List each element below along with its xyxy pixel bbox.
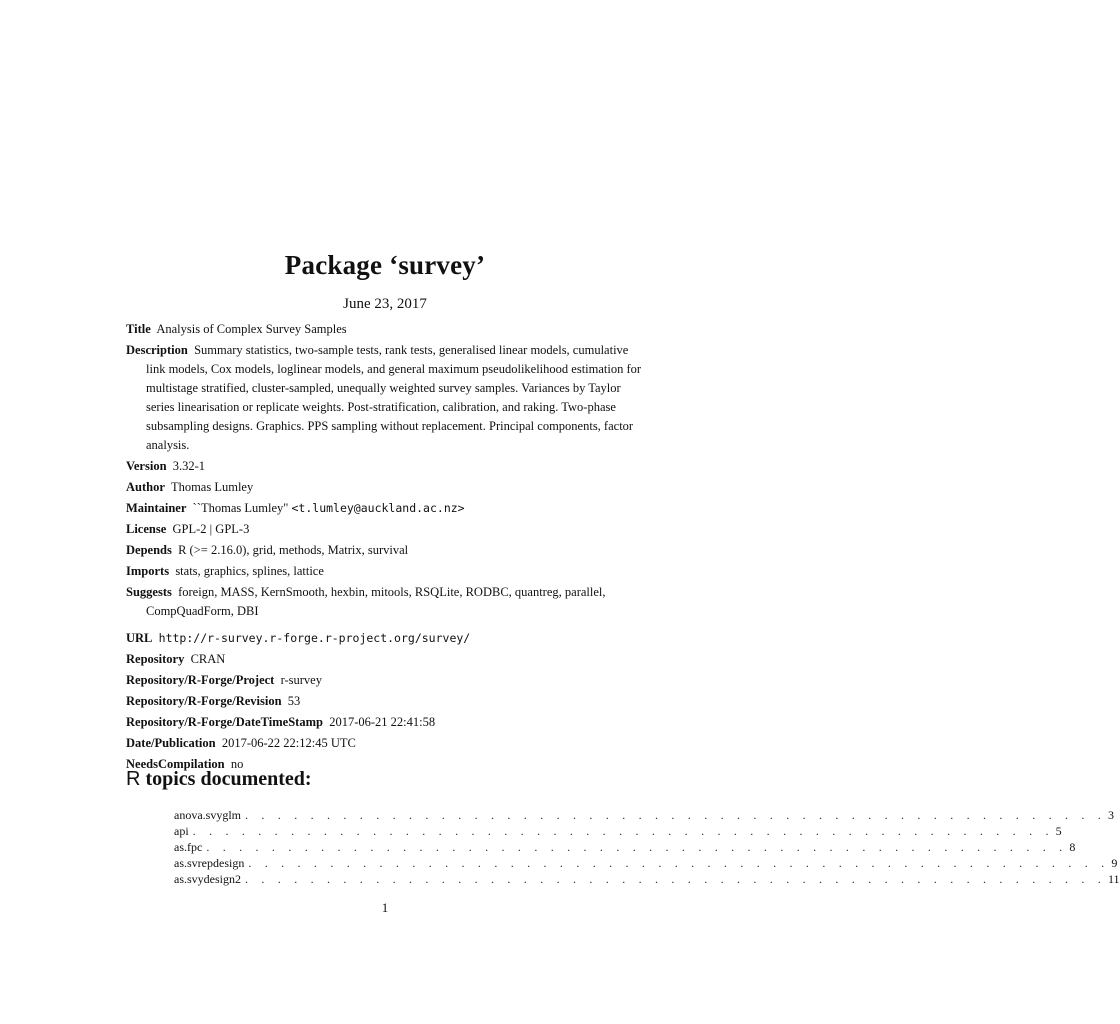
maintainer-email: <t.lumley@auckland.ac.nz> [291, 501, 465, 515]
field-version [126, 457, 644, 476]
field-value: foreign, MASS, KernSmooth, hexbin, mitools, RSQLite, RODBC, quantreg, parallel, CompQuadForm, DBI [146, 585, 606, 618]
field-label: Repository/R-Forge/Project [126, 673, 275, 687]
field-label: Imports [126, 564, 170, 578]
field-label: Repository/R-Forge/DateTimeStamp [126, 715, 323, 729]
field-value: 2017-06-21 22:41:58 [329, 715, 436, 729]
toc-entry-name[interactable]: api [174, 824, 189, 838]
field-label: Version [126, 459, 167, 473]
field-value: Summary statistics, two-sample tests, rank tests, generalised linear models, cumulative link models, Cox models, loglinear models, and general maximum pseudolikelihood estimation for multistage stratified, cluster-sampled, unequally weighted survey samples. Variances by Taylor series linearisation or replicate weights. Post-stratification, calibration, and raking. Two-phase subsampling designs. Graphics. PPS sampling without replacement. Principal components, factor analysis. [146, 343, 642, 452]
toc-entry-page[interactable]: 5 [1055, 824, 1062, 838]
field-description [126, 341, 644, 455]
toc-entry[interactable] [174, 839, 1076, 855]
field-rforge-datetime [126, 713, 644, 732]
field-label: URL [126, 631, 153, 645]
package-date: June 23, 2017 [343, 296, 427, 312]
field-value: 2017-06-22 22:12:45 UTC [221, 736, 356, 750]
toc-entry-page[interactable]: 11 [1108, 872, 1120, 886]
toc-entry[interactable] [174, 823, 1062, 839]
toc-entry-page[interactable]: 9 [1111, 856, 1118, 870]
field-value: stats, graphics, splines, lattice [175, 564, 324, 578]
toc-entry-name[interactable]: as.svydesign2 [174, 872, 241, 886]
table-of-contents [174, 807, 1120, 887]
toc-entry[interactable] [174, 855, 1118, 871]
field-label: Maintainer [126, 501, 187, 515]
field-rforge-project [126, 671, 644, 690]
page-number: 1 [381, 900, 389, 915]
toc-entry-name[interactable]: as.svrepdesign [174, 856, 245, 870]
field-depends [126, 541, 644, 560]
toc-entry[interactable] [174, 871, 1120, 887]
topics-heading-text: topics documented: [145, 768, 312, 790]
toc-leader-dots: . . . . . . . . . . . . . . . . . . . . . . . . . . . . . . . . . . . . . . . . . . . . . . . . . . . . . [206, 840, 1068, 854]
field-value: r-survey [280, 673, 322, 687]
toc-entry-name[interactable]: anova.svyglm [174, 808, 241, 822]
field-label: Suggests [126, 585, 172, 599]
toc-entry-name[interactable]: as.fpc [174, 840, 203, 854]
field-value: no [230, 757, 244, 771]
package-url-link[interactable]: http://r-survey.r-forge.r-project.org/survey/ [158, 631, 471, 645]
toc-leader-dots: . . . . . . . . . . . . . . . . . . . . . . . . . . . . . . . . . . . . . . . . . . . . . . . . . . . . . [192, 824, 1054, 838]
field-label: Repository/R-Forge/Revision [126, 694, 282, 708]
maintainer-name: ``Thomas Lumley" [192, 501, 289, 515]
field-label: Description [126, 343, 188, 357]
field-license [126, 520, 644, 539]
field-url [126, 629, 644, 648]
field-value: 53 [287, 694, 301, 708]
field-date-publication [126, 734, 644, 753]
field-title [126, 320, 644, 339]
field-label: Date/Publication [126, 736, 216, 750]
field-maintainer [126, 499, 644, 518]
field-value: CRAN [190, 652, 226, 666]
toc-leader-dots: . . . . . . . . . . . . . . . . . . . . . . . . . . . . . . . . . . . . . . . . . . . . . . . . . . . . . [245, 872, 1106, 886]
toc-leader-dots: . . . . . . . . . . . . . . . . . . . . . . . . . . . . . . . . . . . . . . . . . . . . . . . . . . . . . [245, 808, 1106, 822]
toc-entry-page[interactable]: 3 [1108, 808, 1114, 822]
description-fields [126, 320, 644, 776]
toc-entry-page[interactable]: 8 [1069, 840, 1076, 854]
field-label: Title [126, 322, 151, 336]
field-label: License [126, 522, 167, 536]
field-label: NeedsCompilation [126, 757, 225, 771]
field-rforge-revision [126, 692, 644, 711]
topics-heading [126, 768, 312, 791]
toc-leader-dots: . . . . . . . . . . . . . . . . . . . . . . . . . . . . . . . . . . . . . . . . . . . . . . . . . . . . . [248, 856, 1110, 870]
field-value: Analysis of Complex Survey Samples [156, 322, 347, 336]
field-imports [126, 562, 644, 581]
field-label: Author [126, 480, 165, 494]
field-repository [126, 650, 644, 669]
toc-entry[interactable] [174, 807, 1114, 823]
field-label: Depends [126, 543, 172, 557]
field-value: R (>= 2.16.0), grid, methods, Matrix, survival [178, 543, 409, 557]
field-value: GPL-2 | GPL-3 [172, 522, 250, 536]
field-suggests [126, 583, 644, 621]
field-value: 3.32-1 [172, 459, 206, 473]
package-title: Package ‘survey’ [284, 250, 486, 280]
field-author [126, 478, 644, 497]
topics-heading-r: R [126, 768, 141, 790]
field-label: Repository [126, 652, 185, 666]
field-value: Thomas Lumley [170, 480, 254, 494]
